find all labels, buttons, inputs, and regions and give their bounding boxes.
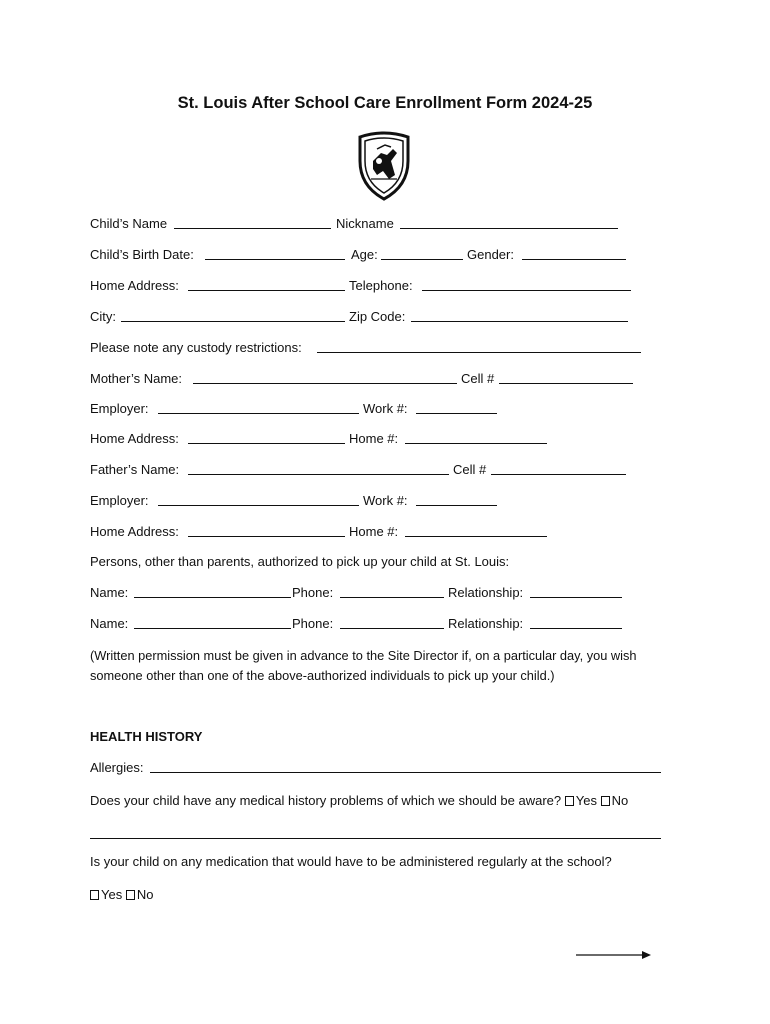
- zip-code-line[interactable]: [411, 321, 628, 322]
- father-work-line[interactable]: [416, 505, 497, 506]
- checkbox-icon[interactable]: [126, 890, 135, 900]
- medical-details-line[interactable]: [90, 838, 661, 839]
- father-employer-line[interactable]: [158, 505, 359, 506]
- authorized-2-phone-line[interactable]: [340, 628, 444, 629]
- age-line[interactable]: [381, 259, 463, 260]
- checkbox-icon[interactable]: [90, 890, 99, 900]
- medical-yes-label: Yes: [575, 793, 597, 808]
- checkbox-icon[interactable]: [601, 796, 610, 806]
- medical-no-option[interactable]: [601, 791, 629, 811]
- row-mother-employer: [90, 399, 650, 419]
- row-medical-history: [90, 791, 680, 811]
- arrow-right-icon: [576, 948, 652, 962]
- childs-name-line[interactable]: [174, 228, 331, 229]
- telephone-label: Telephone:: [349, 278, 413, 293]
- row-allergies: [90, 758, 670, 778]
- custody-line[interactable]: [317, 352, 641, 353]
- health-history-heading: [90, 727, 650, 747]
- row-father-address: [90, 522, 650, 542]
- mothers-name-line[interactable]: [193, 383, 457, 384]
- birth-date-label: Child’s Birth Date:: [90, 247, 194, 262]
- row-city: [90, 307, 650, 327]
- father-work-label: Work #:: [363, 493, 408, 508]
- fathers-name-line[interactable]: [188, 474, 449, 475]
- age-label: Age:: [351, 247, 378, 262]
- authorized-persons-heading: Persons, other than parents, authorized to pick up your child at St. Louis:: [90, 554, 510, 569]
- row-birth-date: [90, 245, 650, 265]
- mother-work-label: Work #:: [363, 401, 408, 416]
- nickname-label: Nickname: [336, 216, 394, 231]
- authorized-1-relationship-line[interactable]: [530, 597, 622, 598]
- medical-yes-option[interactable]: [565, 791, 597, 811]
- row-authorized-heading: [90, 552, 650, 572]
- row-authorized-2: [90, 614, 650, 634]
- father-address-line[interactable]: [188, 536, 345, 537]
- father-home-phone-line[interactable]: [405, 536, 547, 537]
- mother-employer-label: Employer:: [90, 401, 149, 416]
- zip-code-label: Zip Code:: [349, 309, 406, 324]
- city-line[interactable]: [121, 321, 345, 322]
- father-home-phone-label: Home #:: [349, 524, 399, 539]
- medication-yes-label: Yes: [101, 887, 123, 902]
- medical-no-label: No: [611, 793, 629, 808]
- authorized-2-name-line[interactable]: [134, 628, 291, 629]
- father-address-label: Home Address:: [90, 524, 179, 539]
- medication-no-option[interactable]: [126, 885, 154, 905]
- row-medical-details: [90, 824, 670, 844]
- gender-label: Gender:: [467, 247, 514, 262]
- row-mother-address: [90, 429, 650, 449]
- mother-cell-label: Cell #: [461, 371, 495, 386]
- mother-work-line[interactable]: [416, 413, 497, 414]
- allergies-label: Allergies:: [90, 760, 144, 775]
- medication-question: Is your child on any medication that would have to be administered regularly at the school?: [90, 854, 612, 869]
- father-cell-line[interactable]: [491, 474, 626, 475]
- birth-date-line[interactable]: [205, 259, 345, 260]
- fathers-name-label: Father’s Name:: [90, 462, 180, 477]
- home-address-label: Home Address:: [90, 278, 179, 293]
- row-child-name: [90, 214, 650, 234]
- mother-address-line[interactable]: [188, 443, 345, 444]
- childs-name-label: Child’s Name: [90, 216, 168, 231]
- father-cell-label: Cell #: [453, 462, 487, 477]
- row-home-address: [90, 276, 650, 296]
- mother-home-phone-label: Home #:: [349, 431, 399, 446]
- telephone-line[interactable]: [422, 290, 631, 291]
- school-crest-icon: [357, 131, 411, 201]
- authorized-2-name-label: Name:: [90, 616, 129, 631]
- authorized-1-phone-label: Phone:: [292, 585, 334, 600]
- mothers-name-label: Mother’s Name:: [90, 371, 182, 386]
- authorized-2-phone-label: Phone:: [292, 616, 334, 631]
- father-employer-label: Employer:: [90, 493, 149, 508]
- medical-history-question: Does your child have any medical history problems of which we should be aware?: [90, 793, 562, 808]
- nickname-line[interactable]: [400, 228, 618, 229]
- row-mother: [90, 369, 650, 389]
- row-medication-options: [90, 885, 290, 905]
- row-father-employer: [90, 491, 650, 511]
- row-father: [90, 460, 650, 480]
- allergies-line[interactable]: [150, 772, 661, 773]
- mother-address-label: Home Address:: [90, 431, 179, 446]
- row-custody: [90, 338, 650, 358]
- checkbox-icon[interactable]: [565, 796, 574, 806]
- row-authorized-1: [90, 583, 650, 603]
- row-medication: [90, 852, 680, 872]
- gender-line[interactable]: [522, 259, 626, 260]
- mother-employer-line[interactable]: [158, 413, 359, 414]
- medication-yes-option[interactable]: [90, 885, 122, 905]
- permission-note: (Written permission must be given in advance to the Site Director if, on a particular day, you wish someone other than one of the above-authorized individuals to pick up your child.): [90, 648, 637, 683]
- custody-label: Please note any custody restrictions:: [90, 340, 302, 355]
- authorized-2-relationship-label: Relationship:: [448, 616, 524, 631]
- home-address-line[interactable]: [188, 290, 345, 291]
- health-history-title: HEALTH HISTORY: [90, 729, 203, 744]
- authorized-1-name-line[interactable]: [134, 597, 291, 598]
- mother-home-phone-line[interactable]: [405, 443, 547, 444]
- medication-no-label: No: [136, 887, 154, 902]
- mother-cell-line[interactable]: [499, 383, 633, 384]
- authorized-1-phone-line[interactable]: [340, 597, 444, 598]
- authorized-1-name-label: Name:: [90, 585, 129, 600]
- form-title: St. Louis After School Care Enrollment Form 2024-25: [177, 94, 593, 112]
- authorized-2-relationship-line[interactable]: [530, 628, 622, 629]
- city-label: City:: [90, 309, 116, 324]
- authorized-1-relationship-label: Relationship:: [448, 585, 524, 600]
